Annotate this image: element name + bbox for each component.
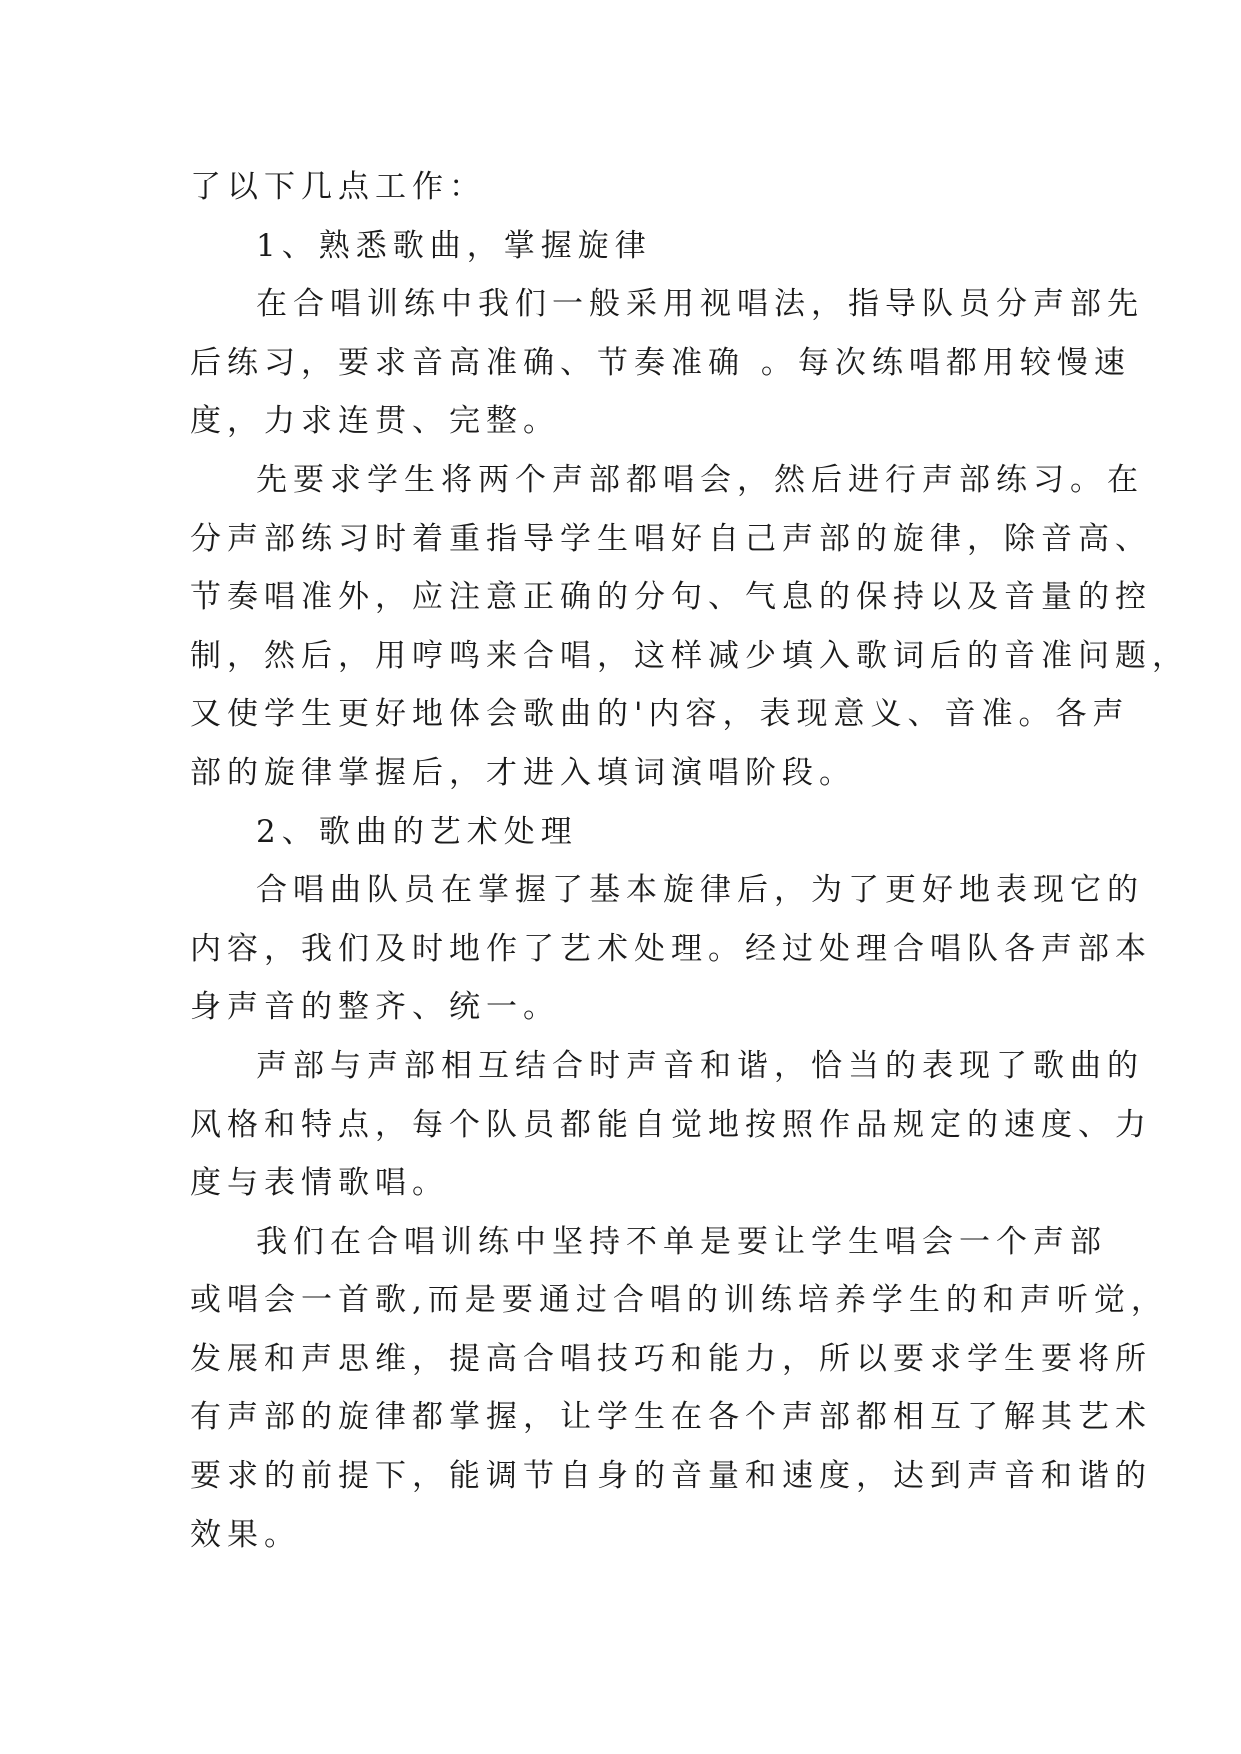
text-line: 效果。 xyxy=(190,1516,301,1553)
document-body xyxy=(190,158,1189,1564)
text-line: 分声部练习时着重指导学生唱好自己声部的旋律，除音高、 xyxy=(190,520,1152,557)
text-line: 有声部的旋律都掌握，让学生在各个声部都相互了解其艺术 xyxy=(190,1399,1152,1436)
text-line: 合唱曲队员在掌握了基本旋律后，为了更好地表现它的 xyxy=(256,872,1144,909)
section-heading-artistic-treatment: 2、歌曲的艺术处理 xyxy=(256,813,578,850)
text-line: 我们在合唱训练中坚持不单是要让学生唱会一个声部 xyxy=(256,1223,1107,1260)
text-line: 部的旋律掌握后，才进入填词演唱阶段。 xyxy=(190,754,856,791)
text-line: 要求的前提下，能调节自身的音量和速度，达到声音和谐的 xyxy=(190,1458,1152,1495)
text-line: 在合唱训练中我们一般采用视唱法，指导队员分声部先 xyxy=(256,286,1144,323)
text-line: 制，然后，用哼鸣来合唱，这样减少填入歌词后的音准问题， xyxy=(190,637,1189,674)
text-line: 发展和声思维，提高合唱技巧和能力，所以要求学生要将所 xyxy=(190,1340,1152,1377)
text-line: 或唱会一首歌,而是要通过合唱的训练培养学生的和声听觉， xyxy=(190,1282,1168,1319)
text-line: 先要求学生将两个声部都唱会，然后进行声部练习。在 xyxy=(256,461,1144,498)
text-line: 节奏唱准外，应注意正确的分句、气息的保持以及音量的控 xyxy=(190,579,1152,616)
text-line: 声部与声部相互结合时声音和谐，恰当的表现了歌曲的 xyxy=(256,1047,1144,1084)
section-heading-familiarize-songs: 1、熟悉歌曲，掌握旋律 xyxy=(256,227,652,264)
text-line: 了以下几点工作： xyxy=(190,169,486,205)
text-line: 后练习，要求音高准确、节奏准确 。每次练唱都用较慢速 xyxy=(190,344,1131,381)
text-line: 度，力求连贯、完整。 xyxy=(190,403,560,440)
text-line: 风格和特点，每个队员都能自觉地按照作品规定的速度、力 xyxy=(190,1106,1152,1143)
text-line: 身声音的整齐、统一。 xyxy=(190,989,560,1026)
text-line: 内容，我们及时地作了艺术处理。经过处理合唱队各声部本 xyxy=(190,930,1152,967)
text-line: 又使学生更好地体会歌曲的'内容，表现意义、音准。各声 xyxy=(190,696,1130,733)
text-line: 度与表情歌唱。 xyxy=(190,1165,449,1202)
